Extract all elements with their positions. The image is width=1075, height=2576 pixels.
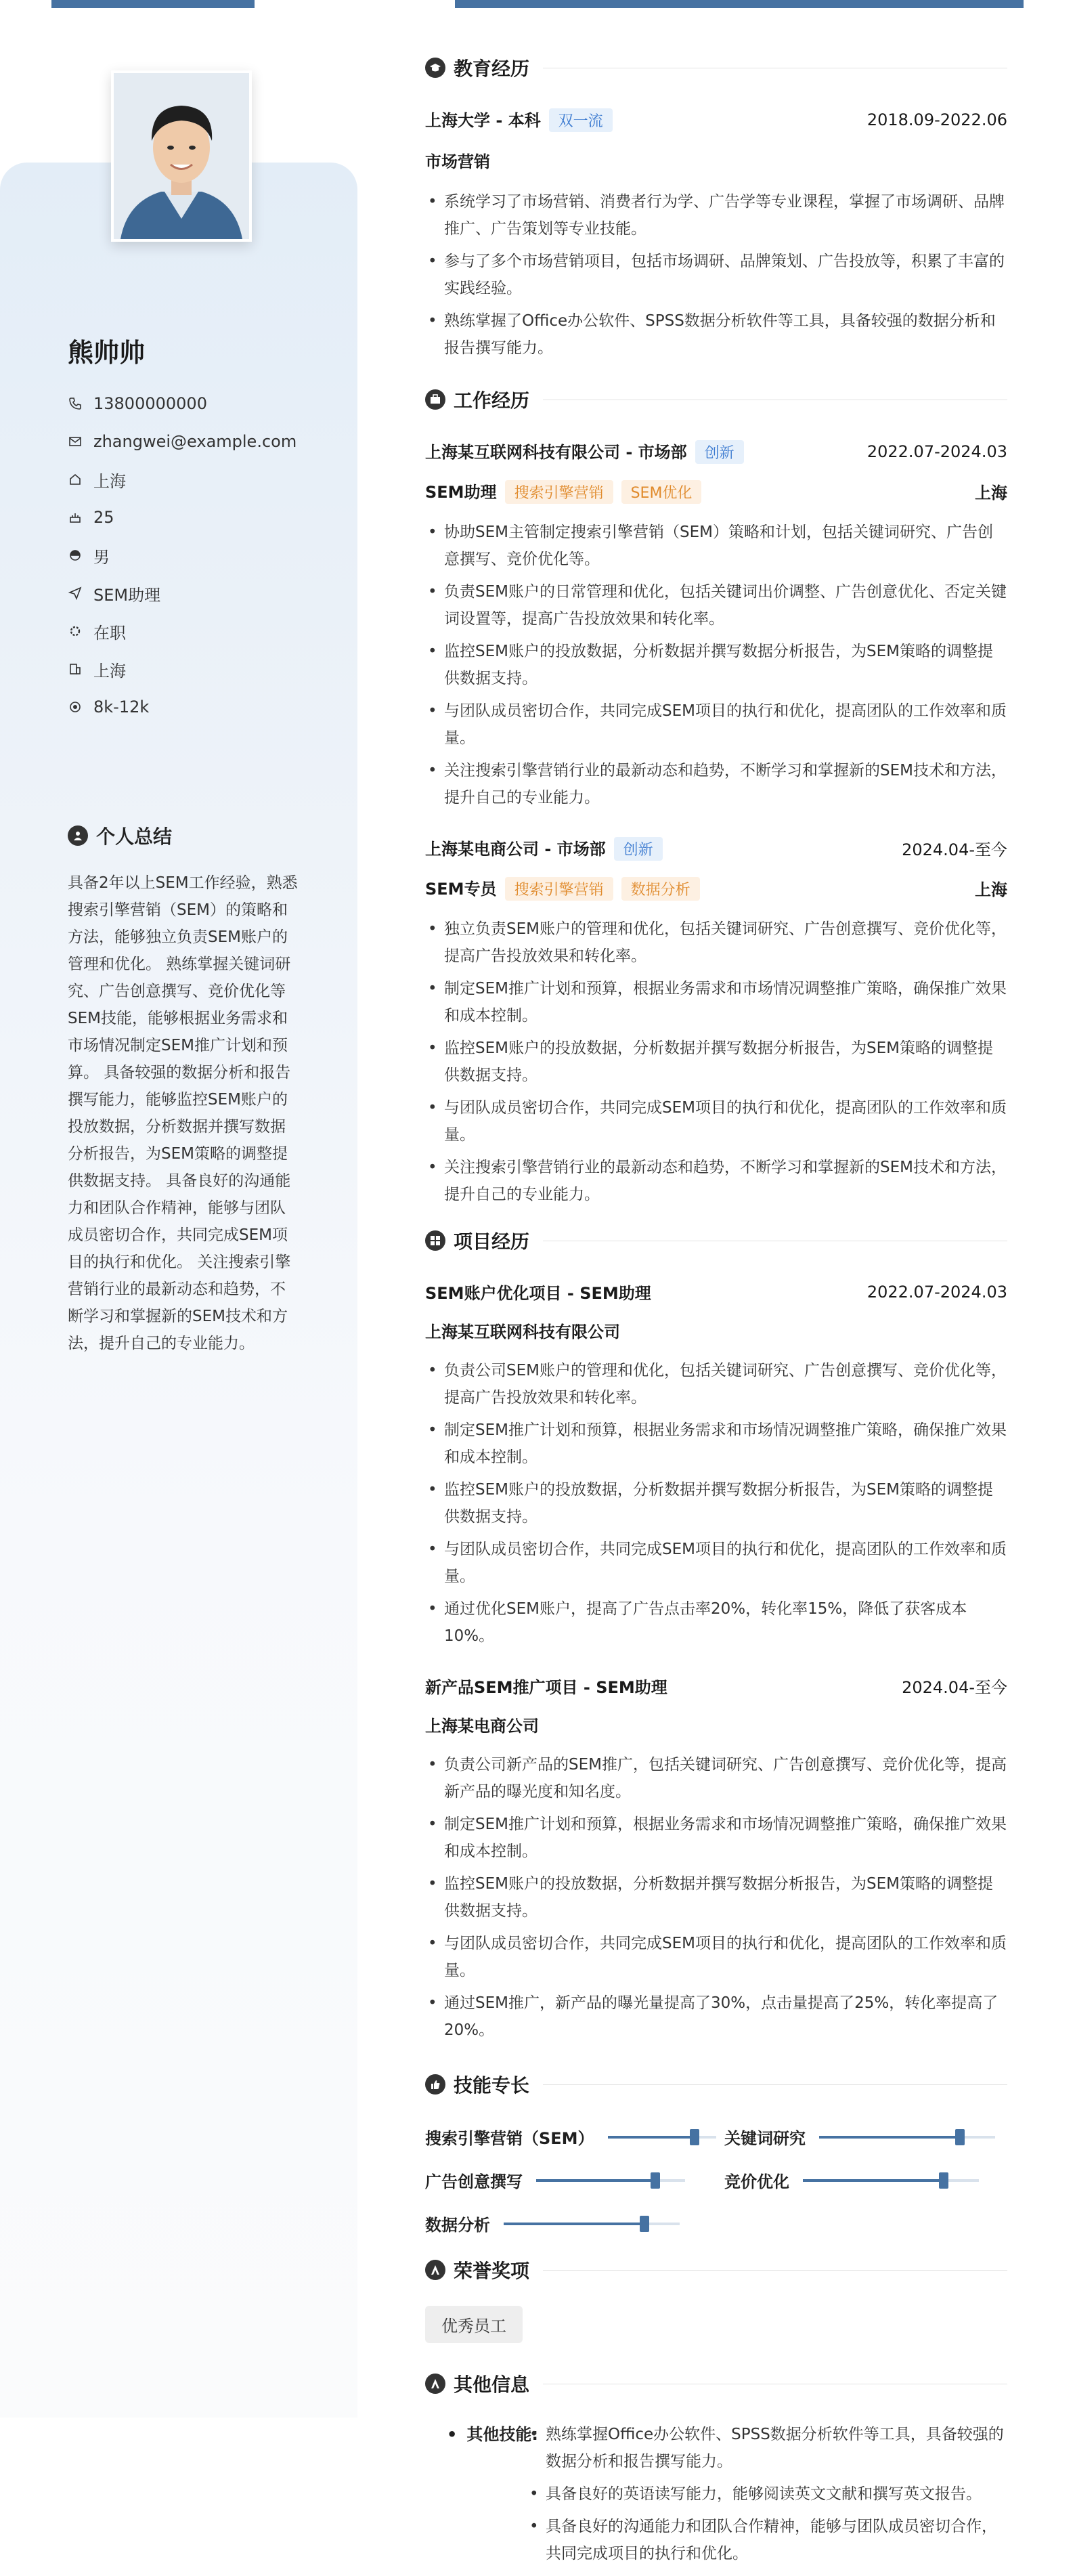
job-1-skill-tag: SEM优化 <box>621 480 702 504</box>
list-item: • 关注搜索引擎营销行业的最新动态和趋势，不断学习和掌握新的SEM技术和方法，提升自己的专业能力。 <box>425 1154 1007 1208</box>
list-item: • 制定SEM推广计划和预算，根据业务需求和市场情况调整推广策略，确保推广效果和成本控制。 <box>425 975 1007 1029</box>
info-position <box>68 574 338 612</box>
info-age <box>68 498 338 536</box>
skills-section <box>425 2071 1007 2098</box>
summary-text: 具备2年以上SEM工作经验，熟悉搜索引擎营销（SEM）的策略和方法，能够独立负责SEM账户的管理和优化。 熟练掌握关键词研究、广告创意撰写、竞价优化等SEM技能，能够根据业务需求和市场情况制定SEM推广计划和预算。 具备较强的数据分析和报告撰写能力，能够监控SEM账户的投放数据，分析数据并撰写数据分析报告，为SEM策略的调整提供数据支持。 具备良好的沟通能力和团队合作精神，能够与团队成员密切合作，共同完成SEM项目的执行和优化。 关注搜索引擎营销行业的最新动态和趋势，不断学习和掌握新的SEM技术和方法，提升自己的专业能力。 <box>68 874 298 1352</box>
job-2-role-row <box>425 876 1007 901</box>
list-item: • 监控SEM账户的投放数据，分析数据并撰写数据分析报告，为SEM策略的调整提供数据支持。 <box>425 1870 1007 1925</box>
job-1-tag: 创新 <box>695 440 744 464</box>
list-item: • 参与了多个市场营销项目，包括市场调研、品牌策划、广告投放等，积累了丰富的实践经验。 <box>425 248 1007 302</box>
project-2-company: 上海某电商公司 <box>425 1717 539 1736</box>
list-item: • 具备良好的沟通能力和团队合作精神，能够与团队成员密切合作，共同完成项目的执行和优化。 <box>527 2513 1007 2567</box>
top-accent-bar-right <box>455 0 1024 8</box>
list-item: • 制定SEM推广计划和预算，根据业务需求和市场情况调整推广策略，确保推广效果和成本控制。 <box>425 1417 1007 1471</box>
job-1-city: 上海 <box>975 484 1007 502</box>
skill-item <box>425 2125 716 2149</box>
job-1-bullets <box>425 519 1007 811</box>
contact-info-list <box>68 385 338 726</box>
cake-icon <box>68 510 83 525</box>
job-2-city: 上海 <box>975 880 1007 899</box>
candidate-name: 熊帅帅 <box>68 338 146 368</box>
info-gender <box>68 536 338 574</box>
info-salary <box>68 688 338 726</box>
skill-name: 广告创意撰写 <box>425 2172 523 2191</box>
info-icon <box>425 2374 445 2394</box>
job-1-row <box>425 439 1007 464</box>
honors-heading: 荣誉奖项 <box>425 2256 1007 2283</box>
job-1-role-row <box>425 479 1007 504</box>
gender-icon <box>68 548 83 563</box>
list-item: • 通过SEM推广，新产品的曝光量提高了30%，点击量提高了25%，转化率提高了20%。 <box>425 1990 1007 2044</box>
honors-section <box>425 2256 1007 2283</box>
work-section <box>425 386 1007 1214</box>
project-1-row <box>425 1280 1007 1304</box>
email-text: zhangwei@example.com <box>93 432 297 451</box>
award-icon <box>425 2260 445 2280</box>
list-item: • 负责SEM账户的日常管理和优化，包括关键词出价调整、广告创意优化、否定关键词设置等，提高广告投放效果和转化率。 <box>425 578 1007 632</box>
briefcase-icon <box>425 389 445 410</box>
project-2-name: 新产品SEM推广项目 - SEM助理 <box>425 1678 667 1697</box>
top-accent-bar-left <box>51 0 255 8</box>
city-text: 上海 <box>93 471 126 491</box>
job-2-skill-tag: 数据分析 <box>621 877 700 901</box>
list-item: • 协助SEM主管制定搜索引擎营销（SEM）策略和计划，包括关键词研究、广告创意撰写、竞价优化等。 <box>425 519 1007 573</box>
list-item: • 系统学习了市场营销、消费者行为学、广告学等专业课程，掌握了市场调研、品牌推广、广告策划等专业技能。 <box>425 188 1007 242</box>
summary-heading: 个人总结 <box>68 822 172 849</box>
list-item: • 关注搜索引擎营销行业的最新动态和趋势，不断学习和掌握新的SEM技术和方法，提升自己的专业能力。 <box>425 757 1007 811</box>
job-2-bullets <box>425 916 1007 1208</box>
job-2-row <box>425 836 1007 861</box>
skill-name: 关键词研究 <box>724 2129 806 2148</box>
school-name: 上海大学 - 本科 <box>425 111 541 130</box>
projects-heading: 项目经历 <box>425 1227 1007 1254</box>
project-1-bullets <box>425 1357 1007 1650</box>
user-icon <box>68 825 88 846</box>
skill-name: 数据分析 <box>425 2216 490 2235</box>
project-1-company: 上海某互联网科技有限公司 <box>425 1323 620 1341</box>
skill-bar <box>819 2136 995 2139</box>
list-item: • 与团队成员密切合作，共同完成SEM项目的执行和优化，提高团队的工作效率和质量。 <box>425 1094 1007 1149</box>
list-item: • 监控SEM账户的投放数据，分析数据并撰写数据分析报告，为SEM策略的调整提供数据支持。 <box>425 1035 1007 1089</box>
project-2-date: 2024.04-至今 <box>902 1678 1007 1697</box>
avatar-portrait-illustration <box>114 73 249 239</box>
education-date: 2018.09-2022.06 <box>866 110 1007 129</box>
education-bullets <box>425 188 1007 362</box>
skill-bar <box>504 2223 680 2225</box>
list-item: • 熟练掌握Office办公软件、SPSS数据分析软件等工具，具备较强的数据分析和报告撰写能力。 <box>527 2421 1007 2475</box>
info-expected-city <box>68 650 338 688</box>
job-1-company: 上海某互联网科技有限公司 - 市场部 <box>425 443 687 462</box>
gender-text: 男 <box>93 547 110 567</box>
list-item: • 监控SEM账户的投放数据，分析数据并撰写数据分析报告，为SEM策略的调整提供数据支持。 <box>425 638 1007 692</box>
phone-text: 13800000000 <box>93 394 207 413</box>
list-item: • 具备良好的英语读写能力，能够阅读英文文献和撰写英文报告。 <box>527 2481 1007 2508</box>
project-1-date: 2022.07-2024.03 <box>866 1282 1007 1302</box>
list-item: • 与团队成员密切合作，共同完成SEM项目的执行和优化，提高团队的工作效率和质量。 <box>425 697 1007 752</box>
phone-icon <box>68 396 83 411</box>
list-item: • 熟练掌握了Office办公软件、SPSS数据分析软件等工具，具备较强的数据分析和报告撰写能力。 <box>425 307 1007 362</box>
skills-heading: 技能专长 <box>425 2071 1007 2098</box>
list-item: • 负责公司SEM账户的管理和优化，包括关键词研究、广告创意撰写、竞价优化等，提高广告投放效果和转化率。 <box>425 1357 1007 1411</box>
skill-item <box>425 2212 680 2235</box>
other-section <box>425 2370 1007 2397</box>
age-text: 25 <box>93 508 114 527</box>
job-1-date: 2022.07-2024.03 <box>866 442 1007 461</box>
education-row <box>425 107 1007 132</box>
job-1-role: SEM助理 <box>425 483 497 502</box>
project-1-name: SEM账户优化项目 - SEM助理 <box>425 1284 651 1303</box>
job-2-role: SEM专员 <box>425 880 497 899</box>
education-section <box>425 54 1007 367</box>
home-icon <box>68 472 83 487</box>
position-text: SEM助理 <box>93 585 161 605</box>
grid-icon <box>425 1230 445 1251</box>
projects-section <box>425 1227 1007 2049</box>
job-2-date: 2024.04-至今 <box>902 840 1007 859</box>
project-2-bullets <box>425 1751 1007 2044</box>
work-heading: 工作经历 <box>425 386 1007 413</box>
skill-item <box>724 2168 979 2192</box>
thumbs-up-icon <box>425 2074 445 2095</box>
skill-name: 竞价优化 <box>724 2172 789 2191</box>
list-item: • 独立负责SEM账户的管理和优化，包括关键词研究、广告创意撰写、竞价优化等，提高广告投放效果和转化率。 <box>425 916 1007 970</box>
project-2-row <box>425 1674 1007 1698</box>
send-icon <box>68 586 83 601</box>
skill-bar <box>536 2179 685 2182</box>
skill-item <box>425 2168 685 2192</box>
gear-icon <box>68 624 83 639</box>
info-city <box>68 460 338 498</box>
job-2-company: 上海某电商公司 - 市场部 <box>425 840 606 859</box>
honor-badge: 优秀员工 <box>425 2306 523 2343</box>
graduation-cap-icon <box>425 58 445 78</box>
list-item: • 制定SEM推广计划和预算，根据业务需求和市场情况调整推广策略，确保推广效果和成本控制。 <box>425 1811 1007 1865</box>
other-heading: 其他信息 <box>425 2370 1007 2397</box>
skill-name: 搜索引擎营销（SEM） <box>425 2129 594 2148</box>
list-item: • 通过优化SEM账户，提高了广告点击率20%，转化率15%，降低了获客成本10%。 <box>425 1595 1007 1650</box>
avatar <box>111 70 252 242</box>
list-item: • 监控SEM账户的投放数据，分析数据并撰写数据分析报告，为SEM策略的调整提供数据支持。 <box>425 1476 1007 1530</box>
list-item: • 与团队成员密切合作，共同完成SEM项目的执行和优化，提高团队的工作效率和质量。 <box>425 1536 1007 1590</box>
info-email <box>68 423 338 460</box>
list-item: • 与团队成员密切合作，共同完成SEM项目的执行和优化，提高团队的工作效率和质量。 <box>425 1930 1007 1984</box>
other-bullets <box>527 2421 1007 2573</box>
coin-icon <box>68 700 83 714</box>
list-item: • 负责公司新产品的SEM推广，包括关键词研究、广告创意撰写、竞价优化等，提高新产品的曝光度和知名度。 <box>425 1751 1007 1805</box>
job-2-skill-tag: 搜索引擎营销 <box>505 877 613 901</box>
expected-city-text: 上海 <box>93 661 126 681</box>
job-1-skill-tag: 搜索引擎营销 <box>505 480 613 504</box>
skill-item <box>724 2125 995 2149</box>
salary-text: 8k-12k <box>93 697 150 716</box>
skill-bar <box>803 2179 979 2182</box>
education-heading: 教育经历 <box>425 54 1007 81</box>
status-text: 在职 <box>93 623 126 643</box>
skill-bar <box>608 2136 716 2139</box>
other-skills-label: • 其他技能: <box>447 2421 538 2445</box>
major: 市场营销 <box>425 152 490 171</box>
info-phone <box>68 385 338 423</box>
job-2-tag: 创新 <box>614 837 663 861</box>
info-status <box>68 612 338 650</box>
mail-icon <box>68 434 83 449</box>
building-icon <box>68 662 83 677</box>
school-tag: 双一流 <box>549 108 613 132</box>
